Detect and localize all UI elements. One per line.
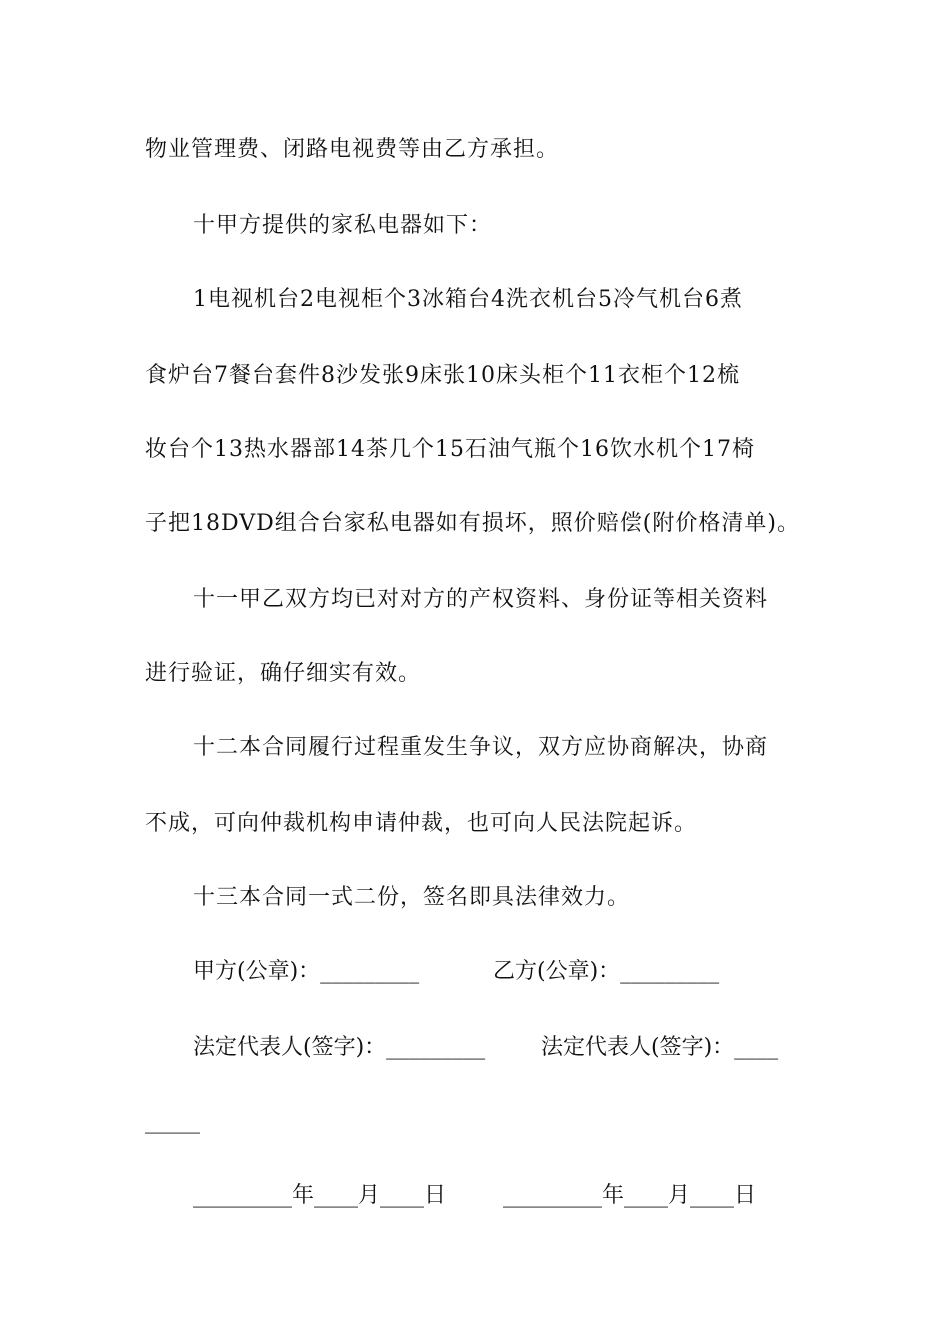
clause-12-line-1: 十二本合同履行过程重发生争议，双方应协商解决，协商	[193, 735, 769, 760]
paragraph-continuation: 物业管理费、闭路电视费等由乙方承担。	[145, 137, 560, 162]
party-b-date: _________年____月____日	[503, 1183, 757, 1208]
party-b-representative-continuation: _____	[145, 1109, 200, 1134]
clause-11-line-2: 进行验证，确仔细实有效。	[145, 661, 422, 686]
clause-10-line-3: 妆台个13热水器部14茶几个15石油气瓶个16饮水机个17椅	[145, 437, 755, 462]
party-a-date: _________年____月____日	[193, 1183, 447, 1208]
clause-10-line-1: 1电视机台2电视柜个3冰箱台4洗衣机台5冷气机台6煮	[193, 287, 743, 312]
party-a-seal: 甲方(公章)：_________	[193, 959, 420, 984]
clause-13: 十三本合同一式二份，签名即具法律效力。	[193, 885, 631, 910]
clause-10-title: 十甲方提供的家私电器如下：	[193, 213, 493, 238]
clause-10-line-4: 子把18DVD组合台家私电器如有损坏，照价赔偿(附价格清单)。	[145, 511, 800, 536]
clause-11-line-1: 十一甲乙双方均已对对方的产权资料、身份证等相关资料	[193, 587, 769, 612]
party-b-seal: 乙方(公章)：_________	[493, 959, 720, 984]
clause-10-line-2: 食炉台7餐台套件8沙发张9床张10床头柜个11衣柜个12梳	[145, 363, 740, 388]
party-b-representative: 法定代表人(签字)：____	[541, 1035, 779, 1060]
clause-12-line-2: 不成，可向仲裁机构申请仲裁，也可向人民法院起诉。	[145, 811, 698, 836]
party-a-representative: 法定代表人(签字)：_________	[193, 1035, 486, 1060]
